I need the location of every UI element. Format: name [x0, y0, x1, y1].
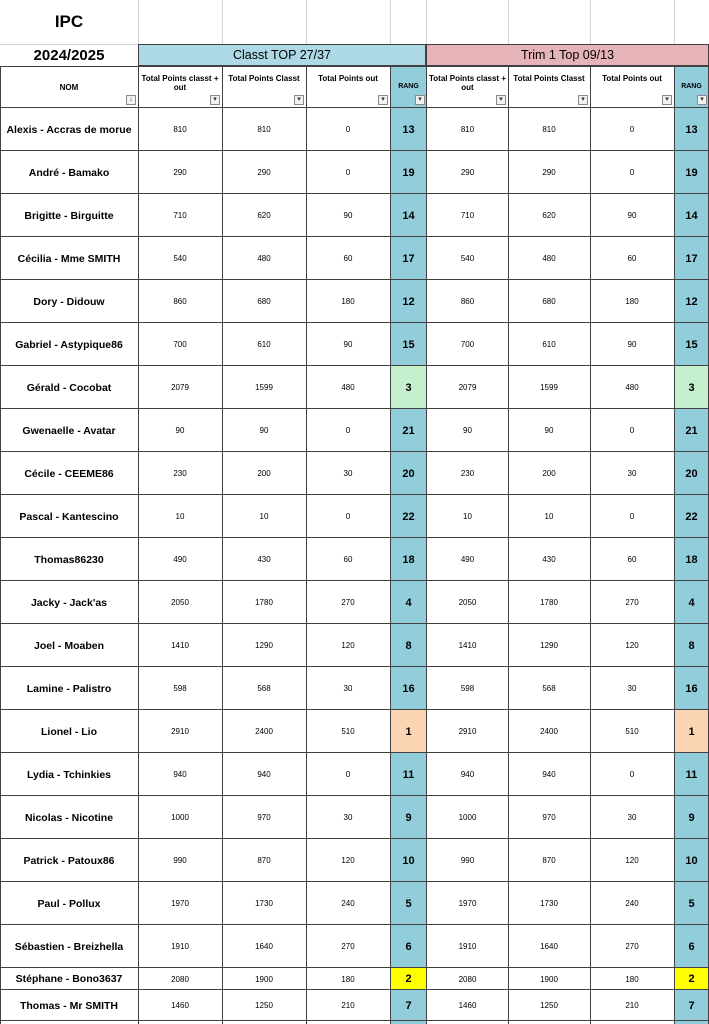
- rank-value[interactable]: 9: [405, 811, 412, 824]
- total-classt-out-value[interactable]: 10: [175, 512, 185, 521]
- grid-line: [390, 0, 391, 44]
- grid-line: [426, 0, 427, 44]
- total-classt-value-2[interactable]: 1250: [540, 1001, 558, 1010]
- rank-value[interactable]: 16: [402, 682, 415, 695]
- table-row: [0, 990, 709, 1021]
- total-out-value[interactable]: 180: [341, 974, 355, 984]
- player-name[interactable]: Lamine - Palistro: [26, 682, 112, 695]
- table-row: [0, 452, 709, 495]
- rank-value[interactable]: 18: [402, 553, 415, 566]
- total-out-value-2[interactable]: 240: [625, 899, 639, 908]
- header-label: Total Points Classt: [228, 74, 300, 83]
- grid-line: [674, 0, 675, 44]
- header-total-out[interactable]: [306, 66, 390, 108]
- rank-value-2[interactable]: 19: [685, 166, 698, 179]
- rank-value[interactable]: 17: [402, 252, 415, 265]
- group2-band[interactable]: Trim 1 Top 09/13: [426, 44, 709, 66]
- player-name[interactable]: Thomas86230: [34, 553, 104, 566]
- filter-dropdown-icon[interactable]: ▾: [378, 95, 388, 105]
- filter-dropdown-icon[interactable]: ▾: [662, 95, 672, 105]
- player-name[interactable]: Joel - Moaben: [33, 639, 104, 652]
- total-out-value[interactable]: 0: [345, 770, 351, 779]
- total-classt-out-value-2[interactable]: 2079: [458, 383, 477, 392]
- rank-value[interactable]: 10: [402, 854, 415, 867]
- header-total-classt-out[interactable]: [138, 66, 222, 108]
- total-out-value-2[interactable]: 60: [627, 555, 637, 564]
- filter-dropdown-icon[interactable]: ▾: [415, 95, 425, 105]
- total-classt-value[interactable]: 1599: [255, 383, 273, 392]
- player-name[interactable]: Gérald - Cocobat: [26, 381, 112, 394]
- grid-line: [590, 0, 591, 44]
- total-out-value[interactable]: 240: [341, 899, 355, 908]
- table-row: [0, 624, 709, 667]
- total-classt-value-2[interactable]: 940: [542, 770, 556, 779]
- total-classt-out-value[interactable]: 1910: [171, 942, 189, 951]
- total-out-value-2[interactable]: 30: [627, 469, 637, 478]
- total-classt-out-value-2[interactable]: 490: [460, 555, 475, 564]
- total-classt-out-value[interactable]: 990: [173, 856, 187, 865]
- filter-dropdown-icon[interactable]: ▾: [496, 95, 506, 105]
- total-out-value[interactable]: 120: [341, 641, 355, 650]
- player-name[interactable]: Thomas - Mr SMITH: [19, 999, 118, 1012]
- player-name[interactable]: Gabriel - Astypique86: [15, 338, 123, 351]
- total-out-value[interactable]: 0: [345, 168, 351, 177]
- total-classt-value-2[interactable]: 1730: [540, 899, 558, 908]
- table-row: [0, 495, 709, 538]
- total-out-value[interactable]: 270: [341, 942, 355, 951]
- rank-value-2[interactable]: 13: [685, 123, 698, 136]
- total-classt-out-value-2[interactable]: 10: [463, 512, 472, 521]
- total-out-value-2[interactable]: 0: [629, 125, 635, 134]
- player-name[interactable]: Lionel - Lio: [41, 725, 97, 738]
- total-out-value-2[interactable]: 60: [627, 254, 637, 263]
- total-classt-out-value[interactable]: 290: [173, 168, 187, 177]
- player-name[interactable]: Paul - Pollux: [37, 897, 101, 910]
- total-classt-out-value-2[interactable]: 2050: [458, 598, 477, 607]
- total-classt-value[interactable]: 568: [257, 684, 271, 693]
- total-out-value[interactable]: 60: [343, 254, 353, 263]
- rank-value[interactable]: 1: [391, 710, 426, 753]
- table-row: [0, 753, 709, 796]
- total-classt-value-2[interactable]: 430: [542, 555, 556, 564]
- total-out-value-2[interactable]: 180: [625, 974, 639, 984]
- rank-value[interactable]: 20: [402, 467, 415, 480]
- total-classt-out-value-2[interactable]: 940: [460, 770, 475, 779]
- total-out-value-2[interactable]: 0: [629, 426, 635, 435]
- total-classt-value[interactable]: 1640: [255, 942, 273, 951]
- header-rang-2[interactable]: [674, 66, 709, 108]
- total-out-value[interactable]: 210: [341, 1001, 355, 1010]
- total-classt-value[interactable]: 1250: [255, 1001, 273, 1010]
- rank-value[interactable]: 12: [402, 295, 415, 308]
- rank-value[interactable]: 14: [402, 209, 415, 222]
- total-out-value[interactable]: 0: [345, 125, 351, 134]
- grid-line: [306, 0, 307, 44]
- total-classt-out-value[interactable]: 2050: [171, 598, 189, 607]
- total-out-value-2[interactable]: 90: [627, 211, 637, 220]
- player-name[interactable]: Cécile - CEEME86: [24, 467, 114, 480]
- rank-value[interactable]: 11: [402, 768, 415, 781]
- total-out-value[interactable]: 120: [341, 856, 355, 865]
- rank-value-2[interactable]: 18: [685, 553, 698, 566]
- row-border: [0, 1020, 709, 1021]
- filter-dropdown-icon[interactable]: ▾: [578, 95, 588, 105]
- rank-value[interactable]: 5: [405, 897, 412, 910]
- rank-value-2[interactable]: 17: [685, 252, 698, 265]
- grid-line: [508, 0, 509, 44]
- total-classt-value[interactable]: 680: [257, 297, 271, 306]
- grid-line: [138, 0, 139, 44]
- total-out-value-2[interactable]: 210: [625, 1001, 639, 1010]
- total-out-value-2[interactable]: 270: [625, 598, 639, 607]
- total-classt-out-value[interactable]: 700: [173, 340, 187, 349]
- total-classt-value-2[interactable]: 1640: [540, 942, 558, 951]
- total-classt-out-value[interactable]: 2910: [171, 727, 189, 736]
- table-row: [0, 882, 709, 925]
- rank-value-2[interactable]: 1: [675, 710, 708, 753]
- rank-value-2[interactable]: 16: [685, 682, 698, 695]
- header-total-out-2[interactable]: [590, 66, 674, 108]
- grid-line: [222, 0, 223, 44]
- total-out-value[interactable]: 180: [341, 297, 355, 306]
- header-label: RANG: [681, 83, 702, 90]
- total-classt-out-value-2[interactable]: 860: [460, 297, 475, 306]
- total-classt-value[interactable]: 1290: [255, 641, 273, 650]
- total-classt-out-value-2[interactable]: 810: [460, 125, 475, 134]
- filter-dropdown-icon[interactable]: ▾: [210, 95, 220, 105]
- total-classt-out-value-2[interactable]: 230: [460, 469, 475, 478]
- total-classt-value-2[interactable]: 970: [542, 813, 556, 822]
- rank-value[interactable]: 6: [405, 940, 412, 953]
- table-row: [0, 151, 709, 194]
- sheet-title[interactable]: IPC: [54, 12, 84, 31]
- total-classt-value[interactable]: 430: [257, 555, 271, 564]
- total-classt-out-value-2[interactable]: 2080: [458, 974, 477, 984]
- rank-value[interactable]: 19: [402, 166, 415, 179]
- rank-value-2[interactable]: 9: [688, 811, 695, 824]
- header-total-classt[interactable]: [222, 66, 306, 108]
- rank-value-2[interactable]: 10: [685, 854, 698, 867]
- table-row: [0, 968, 709, 990]
- total-out-value-2[interactable]: 480: [625, 383, 639, 392]
- total-classt-out-value[interactable]: 490: [173, 555, 187, 564]
- total-classt-out-value-2[interactable]: 1910: [458, 942, 477, 951]
- total-out-value[interactable]: 0: [345, 426, 351, 435]
- total-out-value[interactable]: 510: [341, 727, 355, 736]
- rank-value[interactable]: 7: [405, 999, 412, 1012]
- rank-value[interactable]: 3: [391, 366, 426, 409]
- player-name[interactable]: Cécilia - Mme SMITH: [17, 252, 121, 265]
- total-classt-value[interactable]: 10: [259, 512, 269, 521]
- total-classt-value-2[interactable]: 2400: [540, 727, 558, 736]
- total-classt-out-value-2[interactable]: 1000: [458, 813, 477, 822]
- total-classt-value[interactable]: 810: [257, 125, 271, 134]
- total-classt-out-value[interactable]: 2079: [171, 383, 189, 392]
- total-out-value-2[interactable]: 180: [625, 297, 639, 306]
- table-row: [0, 108, 709, 151]
- table-row: [0, 194, 709, 237]
- total-classt-out-value[interactable]: 1460: [171, 1001, 189, 1010]
- player-name[interactable]: André - Bamako: [28, 166, 110, 179]
- header-label: Total Points out: [602, 74, 662, 83]
- header-nom[interactable]: [0, 66, 138, 108]
- total-out-value-2[interactable]: 90: [627, 340, 637, 349]
- total-out-value[interactable]: 30: [343, 469, 353, 478]
- player-name[interactable]: Nicolas - Nicotine: [24, 811, 114, 824]
- total-classt-out-value-2[interactable]: 1460: [458, 1001, 477, 1010]
- total-out-value-2[interactable]: 0: [629, 168, 635, 177]
- total-classt-out-value[interactable]: 90: [175, 426, 185, 435]
- total-out-value-2[interactable]: 510: [625, 727, 639, 736]
- rank-value-2[interactable]: 20: [685, 467, 698, 480]
- season-label[interactable]: 2024/2025: [33, 46, 105, 64]
- total-classt-value[interactable]: 970: [257, 813, 271, 822]
- total-classt-out-value[interactable]: 230: [173, 469, 187, 478]
- total-out-value-2[interactable]: 120: [625, 856, 639, 865]
- header-label: Total Points out: [318, 74, 378, 83]
- total-classt-value-2[interactable]: 480: [542, 254, 556, 263]
- player-name[interactable]: Patrick - Patoux86: [23, 854, 115, 867]
- total-classt-value[interactable]: 1730: [255, 899, 273, 908]
- total-classt-value-2[interactable]: 870: [542, 856, 556, 865]
- total-classt-value-2[interactable]: 1290: [540, 641, 558, 650]
- total-classt-value-2[interactable]: 200: [542, 469, 556, 478]
- total-classt-out-value[interactable]: 710: [173, 211, 187, 220]
- table-row: [0, 667, 709, 710]
- rank-value-2[interactable]: 4: [688, 596, 695, 609]
- total-classt-out-value-2[interactable]: 290: [460, 168, 475, 177]
- rank-value-2[interactable]: 11: [685, 768, 698, 781]
- table-row: [0, 710, 709, 753]
- total-out-value-2[interactable]: 30: [627, 684, 637, 693]
- filter-dropdown-icon[interactable]: ▾: [294, 95, 304, 105]
- total-classt-value-2[interactable]: 90: [544, 426, 554, 435]
- table-row: [0, 839, 709, 882]
- total-classt-out-value-2[interactable]: 1970: [458, 899, 477, 908]
- total-classt-value[interactable]: 620: [257, 211, 271, 220]
- rank-value-2[interactable]: 14: [685, 209, 698, 222]
- total-classt-value-2[interactable]: 568: [542, 684, 556, 693]
- total-out-value[interactable]: 30: [343, 813, 353, 822]
- rank-value[interactable]: 8: [405, 639, 412, 652]
- header-label: Total Points classt + out: [429, 74, 506, 92]
- total-classt-value[interactable]: 480: [257, 254, 271, 263]
- table-row: [0, 796, 709, 839]
- sort-filter-icon[interactable]: ↓: [126, 95, 136, 105]
- total-classt-value[interactable]: 610: [257, 340, 271, 349]
- player-name[interactable]: Sébastien - Breizhella: [14, 940, 124, 953]
- total-classt-out-value-2[interactable]: 710: [460, 211, 475, 220]
- table-row: [0, 280, 709, 323]
- total-classt-out-value-2[interactable]: 700: [460, 340, 475, 349]
- total-classt-value-2[interactable]: 680: [542, 297, 556, 306]
- player-name[interactable]: Brigitte - Birguitte: [24, 209, 114, 222]
- total-out-value[interactable]: 90: [343, 340, 353, 349]
- rank-value-2[interactable]: 12: [685, 295, 698, 308]
- total-classt-value-2[interactable]: 1900: [540, 974, 558, 984]
- total-classt-value-2[interactable]: 810: [542, 125, 556, 134]
- header-nom-label: NOM: [59, 83, 79, 92]
- total-out-value-2[interactable]: 30: [627, 813, 637, 822]
- table-row: [0, 409, 709, 452]
- total-out-value[interactable]: 30: [343, 684, 353, 693]
- total-classt-value[interactable]: 90: [259, 426, 269, 435]
- player-name[interactable]: Dory - Didouw: [33, 295, 105, 308]
- rank-value[interactable]: 2: [391, 968, 426, 990]
- filter-dropdown-icon[interactable]: ▾: [697, 95, 707, 105]
- rank-value-2[interactable]: 3: [675, 366, 708, 409]
- table-row: [0, 538, 709, 581]
- total-classt-value[interactable]: 940: [257, 770, 271, 779]
- table-row: [0, 925, 709, 968]
- table-border: [0, 66, 709, 67]
- table-row: [0, 581, 709, 624]
- total-classt-out-value-2[interactable]: 540: [460, 254, 475, 263]
- player-name[interactable]: Pascal - Kantescino: [19, 510, 119, 523]
- total-classt-out-value[interactable]: 1970: [171, 899, 189, 908]
- total-out-value-2[interactable]: 0: [629, 770, 635, 779]
- total-out-value-2[interactable]: 0: [629, 512, 635, 521]
- total-classt-out-value-2[interactable]: 90: [463, 426, 472, 435]
- total-classt-value-2[interactable]: 1599: [540, 383, 558, 392]
- total-classt-out-value-2[interactable]: 598: [460, 684, 475, 693]
- rank-value-2[interactable]: 15: [685, 338, 698, 351]
- total-classt-out-value[interactable]: 598: [173, 684, 187, 693]
- total-classt-out-value[interactable]: 940: [173, 770, 187, 779]
- total-classt-value[interactable]: 1780: [255, 598, 273, 607]
- player-name[interactable]: Stéphane - Bono3637: [15, 973, 123, 985]
- header-label: RANG: [398, 83, 419, 90]
- total-classt-value-2[interactable]: 620: [542, 211, 556, 220]
- table-row: [0, 366, 709, 409]
- table-row: [0, 323, 709, 366]
- rank-value[interactable]: 22: [402, 510, 415, 523]
- table-row: [0, 237, 709, 280]
- total-classt-value-2[interactable]: 610: [542, 340, 556, 349]
- rank-value-2[interactable]: 6: [688, 940, 695, 953]
- group1-band[interactable]: Classt TOP 27/37: [138, 44, 426, 66]
- player-name[interactable]: Lydia - Tchinkies: [26, 768, 112, 781]
- total-classt-out-value[interactable]: 1410: [171, 641, 189, 650]
- total-out-value-2[interactable]: 120: [625, 641, 639, 650]
- rank-value[interactable]: 21: [402, 424, 415, 437]
- total-classt-value-2[interactable]: 290: [542, 168, 556, 177]
- total-classt-out-value[interactable]: 1000: [171, 813, 189, 822]
- total-out-value[interactable]: 90: [343, 211, 353, 220]
- total-classt-value-2[interactable]: 10: [544, 512, 554, 521]
- total-classt-value-2[interactable]: 1780: [540, 598, 558, 607]
- rank-value-2[interactable]: 22: [685, 510, 698, 523]
- rank-value[interactable]: 15: [402, 338, 415, 351]
- header-total-classt-2[interactable]: [508, 66, 590, 108]
- total-classt-out-value-2[interactable]: 1410: [458, 641, 477, 650]
- total-classt-out-value-2[interactable]: 990: [460, 856, 475, 865]
- total-classt-out-value[interactable]: 540: [173, 254, 187, 263]
- player-name[interactable]: Alexis - Accras de morue: [6, 123, 132, 136]
- total-out-value-2[interactable]: 270: [625, 942, 639, 951]
- total-out-value[interactable]: 480: [341, 383, 355, 392]
- total-classt-out-value[interactable]: 810: [173, 125, 187, 134]
- total-classt-value[interactable]: 290: [257, 168, 271, 177]
- total-classt-out-value-2[interactable]: 2910: [458, 727, 477, 736]
- total-out-value[interactable]: 60: [343, 555, 353, 564]
- total-classt-out-value[interactable]: 860: [173, 297, 187, 306]
- header-label: Total Points Classt: [513, 74, 585, 83]
- rank-value[interactable]: 13: [402, 123, 415, 136]
- rank-value-2[interactable]: 5: [688, 897, 695, 910]
- rank-value-2[interactable]: 8: [688, 639, 695, 652]
- total-classt-out-value[interactable]: 2080: [171, 974, 189, 984]
- header-total-classt-out-2[interactable]: [427, 66, 508, 108]
- total-classt-value[interactable]: 2400: [255, 727, 273, 736]
- rank-value-2[interactable]: 2: [675, 968, 708, 990]
- total-out-value[interactable]: 0: [345, 512, 351, 521]
- total-classt-value[interactable]: 870: [257, 856, 271, 865]
- total-out-value[interactable]: 270: [341, 598, 355, 607]
- total-classt-value[interactable]: 200: [257, 469, 271, 478]
- player-name[interactable]: Jacky - Jack'as: [30, 596, 108, 609]
- rank-value-2[interactable]: 7: [688, 999, 695, 1012]
- rank-value[interactable]: 4: [405, 596, 412, 609]
- rank-value-2[interactable]: 21: [685, 424, 698, 437]
- header-label: Total Points classt + out: [141, 74, 219, 92]
- header-rang[interactable]: [390, 66, 427, 108]
- total-classt-value[interactable]: 1900: [255, 974, 273, 984]
- player-name[interactable]: Gwenaelle - Avatar: [22, 424, 116, 437]
